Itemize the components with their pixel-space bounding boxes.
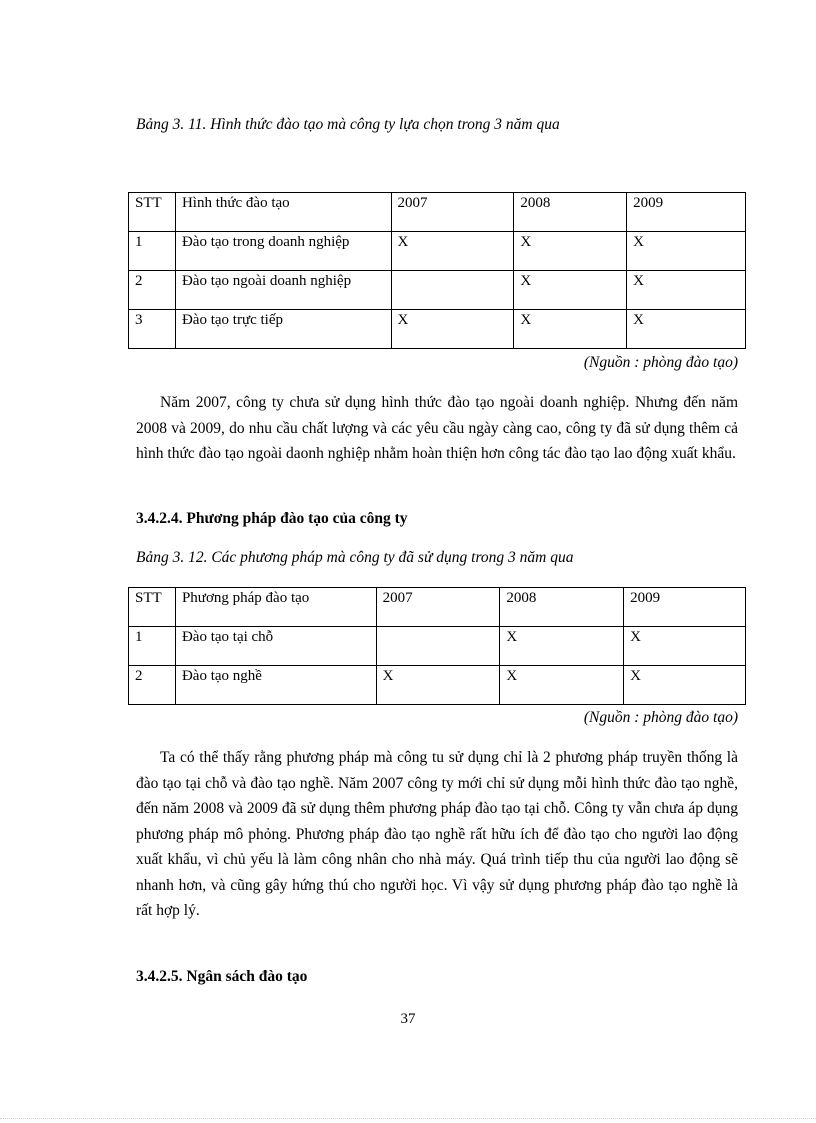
table-cell — [376, 627, 500, 666]
header-cell: Phương pháp đào tạo — [175, 588, 376, 627]
table-header-row — [129, 588, 746, 627]
table-cell: X — [627, 232, 746, 271]
table-cell: X — [376, 666, 500, 705]
header-cell: 2009 — [627, 193, 746, 232]
header-cell: Hình thức đào tạo — [175, 193, 391, 232]
page-number: 37 — [400, 1011, 416, 1027]
table-cell: Đào tạo ngoài doanh nghiệp — [175, 271, 391, 310]
header-cell: 2008 — [514, 193, 627, 232]
table-cell: Đào tạo nghề — [175, 666, 376, 705]
table-cell: 1 — [129, 232, 176, 271]
table-cell: 3 — [129, 310, 176, 349]
table-cell: X — [627, 271, 746, 310]
table-cell: X — [500, 666, 624, 705]
header-cell: STT — [129, 193, 176, 232]
table-row — [129, 627, 746, 666]
header-cell: 2009 — [624, 588, 746, 627]
table-row — [129, 310, 746, 349]
header-cell: 2007 — [376, 588, 500, 627]
header-cell: STT — [129, 588, 176, 627]
table-cell: X — [627, 310, 746, 349]
table-cell: X — [514, 310, 627, 349]
table-caption-3-12: Bảng 3. 12. Các phương pháp mà công ty đã sử dụng trong 3 năm qua — [136, 549, 574, 566]
table-cell: X — [624, 666, 746, 705]
table-caption-3-11: Bảng 3. 11. Hình thức đào tạo mà công ty lựa chọn trong 3 năm qua — [136, 116, 560, 133]
table-cell: X — [391, 232, 514, 271]
section-heading: 3.4.2.5. Ngân sách đào tạo — [136, 968, 308, 985]
table-cell: Đào tạo trực tiếp — [175, 310, 391, 349]
header-cell: 2008 — [500, 588, 624, 627]
table-cell: Đào tạo tại chỗ — [175, 627, 376, 666]
table-cell: 1 — [129, 627, 176, 666]
table-cell: 2 — [129, 271, 176, 310]
table-cell — [391, 271, 514, 310]
table-cell: X — [514, 232, 627, 271]
training-method-table — [128, 587, 746, 705]
table-cell: X — [500, 627, 624, 666]
table-cell: Đào tạo trong doanh nghiệp — [175, 232, 391, 271]
table-row — [129, 666, 746, 705]
training-form-table — [128, 192, 746, 349]
table-cell: X — [624, 627, 746, 666]
header-cell: 2007 — [391, 193, 514, 232]
table-source-note: (Nguồn : phòng đào tạo) — [583, 354, 738, 371]
table-cell: X — [391, 310, 514, 349]
table-row — [129, 232, 746, 271]
table-cell: 2 — [129, 666, 176, 705]
page-bottom-border — [0, 1118, 816, 1119]
table-source-note: (Nguồn : phòng đào tạo) — [583, 709, 738, 726]
body-paragraph: Ta có thể thấy rằng phương pháp mà công tu sử dụng chỉ là 2 phương pháp truyền thống là đào tạo tại chỗ và đào tạo nghề. Năm 2007 công ty mới chỉ sử dụng mỗi hình thức đào tạo nghề, đến năm 2008 và 2009 đã sử dụng thêm phương pháp đào tạo tại chỗ. Công ty vẫn chưa áp dụng phương pháp mô phỏng. Phương pháp đào tạo nghề rất hữu ích để đào tạo cho người lao động xuất khẩu, vì chủ yếu là làm công nhân cho nhà máy. Quá trình tiếp thu của người lao động sẽ nhanh hơn, và cũng gây hứng thú cho người học. Vì vậy sử dụng phương pháp đào tạo nghề là rất hợp lý. — [136, 749, 738, 919]
section-heading: 3.4.2.4. Phương pháp đào tạo của công ty — [136, 510, 408, 527]
body-paragraph: Năm 2007, công ty chưa sử dụng hình thức đào tạo ngoài doanh nghiệp. Nhưng đến năm 2008 và 2009, do nhu cầu chất lượng và các yêu cầu ngày càng cao, công ty đã sử dụng thêm cả hình thức đào tạo ngoài daonh nghiệp nhằm hoàn thiện hơn công tác đào tạo lao động xuất khẩu. — [136, 394, 738, 462]
table-header-row — [129, 193, 746, 232]
table-row — [129, 271, 746, 310]
table-cell: X — [514, 271, 627, 310]
